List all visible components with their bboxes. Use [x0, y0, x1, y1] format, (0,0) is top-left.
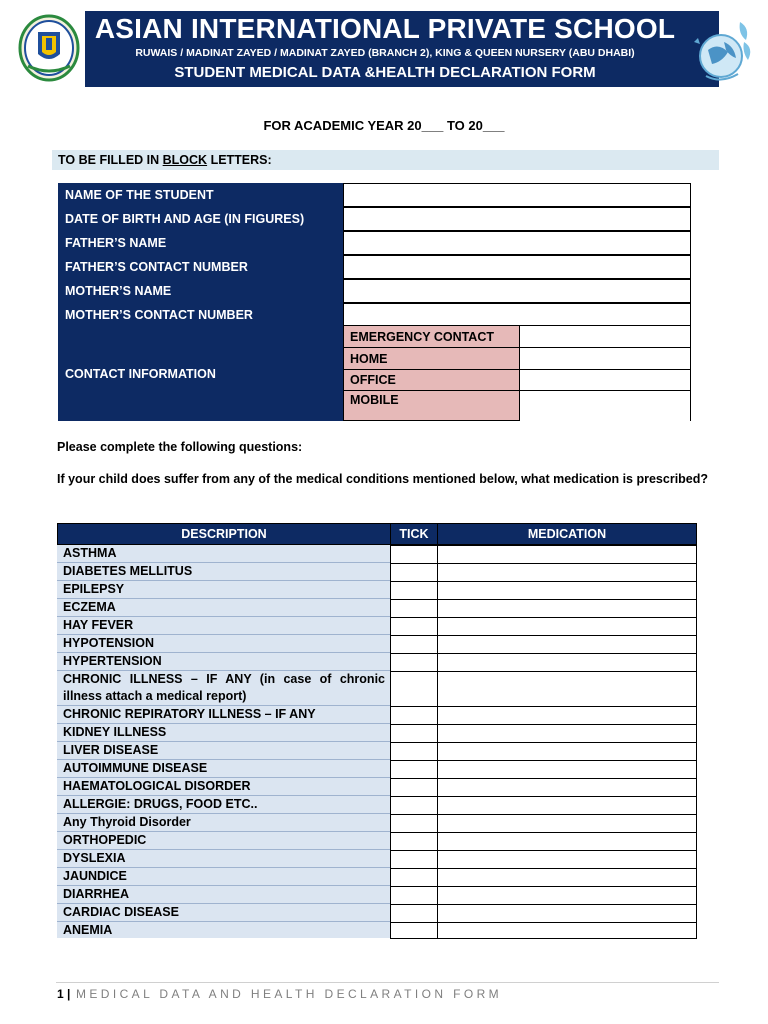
- medication-cell-hypotension[interactable]: [437, 635, 697, 654]
- tick-cell-thyroid-disorder[interactable]: [390, 814, 438, 833]
- info-label-mother-contact: MOTHER’S CONTACT NUMBER: [58, 303, 343, 327]
- contact-label-emergency: EMERGENCY CONTACT: [343, 325, 520, 348]
- tick-cell-anemia[interactable]: [390, 922, 438, 939]
- tick-cell-hypotension[interactable]: [390, 635, 438, 654]
- school-branches: RUWAIS / MADINAT ZAYED / MADINAT ZAYED (BRANCH 2), KING & QUEEN NURSERY (ABU DHABI): [135, 47, 635, 59]
- medication-cell-jaundice[interactable]: [437, 868, 697, 887]
- instruction-complete-questions: Please complete the following questions:: [57, 440, 303, 454]
- condition-hypotension: HYPOTENSION: [57, 635, 391, 653]
- school-crest-icon: [18, 14, 80, 82]
- instruction-medication-question: If your child does suffer from any of the medical conditions mentioned below, what medication is prescribed?: [57, 472, 709, 486]
- tick-cell-hay-fever[interactable]: [390, 617, 438, 636]
- page-number: 1 |: [57, 987, 71, 1001]
- medication-cell-chronic-illness[interactable]: [437, 671, 697, 707]
- condition-thyroid-disorder: Any Thyroid Disorder: [57, 814, 391, 832]
- mobile-contact-field[interactable]: [519, 390, 691, 421]
- condition-eczema: ECZEMA: [57, 599, 391, 617]
- medication-cell-asthma[interactable]: [437, 545, 697, 564]
- condition-anemia: ANEMIA: [57, 922, 391, 938]
- info-label-father-name: FATHER’S NAME: [58, 231, 343, 255]
- academic-year: FOR ACADEMIC YEAR 20___ TO 20___: [263, 118, 505, 133]
- tick-cell-haematological-disorder[interactable]: [390, 778, 438, 797]
- tick-cell-eczema[interactable]: [390, 599, 438, 618]
- father-name-field[interactable]: [343, 231, 691, 255]
- condition-kidney-illness: KIDNEY ILLNESS: [57, 724, 391, 742]
- info-label-student-name: NAME OF THE STUDENT: [58, 183, 343, 207]
- home-contact-field[interactable]: [519, 347, 691, 370]
- condition-diabetes-mellitus: DIABETES MELLITUS: [57, 563, 391, 581]
- condition-chronic-illness: CHRONIC ILLNESS – IF ANY (in case of chronic illness attach a medical report): [57, 671, 391, 706]
- mother-contact-field[interactable]: [343, 303, 691, 327]
- condition-allergies: ALLERGIE: DRUGS, FOOD ETC..: [57, 796, 391, 814]
- medication-cell-eczema[interactable]: [437, 599, 697, 618]
- condition-chronic-respiratory-illness: CHRONIC REPIRATORY ILLNESS – IF ANY: [57, 706, 391, 724]
- tick-cell-asthma[interactable]: [390, 545, 438, 564]
- block-letters-prefix: TO BE FILLED IN: [58, 153, 163, 167]
- tick-cell-hypertension[interactable]: [390, 653, 438, 672]
- medication-cell-chronic-respiratory-illness[interactable]: [437, 706, 697, 725]
- tick-cell-liver-disease[interactable]: [390, 742, 438, 761]
- condition-dyslexia: DYSLEXIA: [57, 850, 391, 868]
- medication-cell-hay-fever[interactable]: [437, 617, 697, 636]
- tick-cell-jaundice[interactable]: [390, 868, 438, 887]
- condition-haematological-disorder: HAEMATOLOGICAL DISORDER: [57, 778, 391, 796]
- info-label-dob-age: DATE OF BIRTH AND AGE (IN FIGURES): [58, 207, 343, 231]
- condition-asthma: ASTHMA: [57, 545, 391, 563]
- medication-cell-orthopedic[interactable]: [437, 832, 697, 851]
- medication-cell-liver-disease[interactable]: [437, 742, 697, 761]
- tick-cell-diarrhea[interactable]: [390, 886, 438, 905]
- block-letters-suffix: LETTERS:: [207, 153, 272, 167]
- tick-cell-chronic-respiratory-illness[interactable]: [390, 706, 438, 725]
- tick-cell-cardiac-disease[interactable]: [390, 904, 438, 923]
- medication-cell-diarrhea[interactable]: [437, 886, 697, 905]
- info-label-mother-name: MOTHER’S NAME: [58, 279, 343, 303]
- medication-cell-anemia[interactable]: [437, 922, 697, 939]
- condition-hay-fever: HAY FEVER: [57, 617, 391, 635]
- contact-label-home: HOME: [343, 347, 520, 370]
- globe-leaves-icon: [688, 12, 758, 90]
- info-label-father-contact: FATHER’S CONTACT NUMBER: [58, 255, 343, 279]
- info-label-contact-information: CONTACT INFORMATION: [58, 327, 343, 421]
- condition-cardiac-disease: CARDIAC DISEASE: [57, 904, 391, 922]
- condition-autoimmune-disease: AUTOIMMUNE DISEASE: [57, 760, 391, 778]
- medication-cell-kidney-illness[interactable]: [437, 724, 697, 743]
- condition-hypertension: HYPERTENSION: [57, 653, 391, 671]
- tick-cell-kidney-illness[interactable]: [390, 724, 438, 743]
- medication-cell-autoimmune-disease[interactable]: [437, 760, 697, 779]
- father-contact-field[interactable]: [343, 255, 691, 279]
- tick-cell-chronic-illness[interactable]: [390, 671, 438, 707]
- form-title: STUDENT MEDICAL DATA &HEALTH DECLARATION FORM: [174, 64, 596, 81]
- office-contact-field[interactable]: [519, 369, 691, 391]
- footer-divider: [56, 982, 719, 983]
- dob-age-field[interactable]: [343, 207, 691, 231]
- medication-cell-diabetes-mellitus[interactable]: [437, 563, 697, 582]
- condition-orthopedic: ORTHOPEDIC: [57, 832, 391, 850]
- medication-cell-epilepsy[interactable]: [437, 581, 697, 600]
- tick-cell-autoimmune-disease[interactable]: [390, 760, 438, 779]
- column-header-tick: TICK: [390, 523, 438, 545]
- condition-liver-disease: LIVER DISEASE: [57, 742, 391, 760]
- condition-epilepsy: EPILEPSY: [57, 581, 391, 599]
- footer-title: MEDICAL DATA AND HEALTH DECLARATION FORM: [76, 987, 503, 1001]
- emergency-contact-field[interactable]: [519, 325, 691, 348]
- medication-cell-hypertension[interactable]: [437, 653, 697, 672]
- medication-cell-haematological-disorder[interactable]: [437, 778, 697, 797]
- tick-cell-epilepsy[interactable]: [390, 581, 438, 600]
- condition-diarrhea: DIARRHEA: [57, 886, 391, 904]
- medication-cell-cardiac-disease[interactable]: [437, 904, 697, 923]
- medication-cell-dyslexia[interactable]: [437, 850, 697, 869]
- tick-cell-orthopedic[interactable]: [390, 832, 438, 851]
- mother-name-field[interactable]: [343, 279, 691, 303]
- medication-cell-allergies[interactable]: [437, 796, 697, 815]
- tick-cell-allergies[interactable]: [390, 796, 438, 815]
- contact-label-office: OFFICE: [343, 369, 520, 391]
- block-letters-underlined: BLOCK: [162, 153, 208, 167]
- tick-cell-diabetes-mellitus[interactable]: [390, 563, 438, 582]
- tick-cell-dyslexia[interactable]: [390, 850, 438, 869]
- column-header-medication: MEDICATION: [437, 523, 697, 545]
- condition-jaundice: JAUNDICE: [57, 868, 391, 886]
- column-header-description: DESCRIPTION: [57, 523, 391, 545]
- student-name-field[interactable]: [343, 183, 691, 207]
- school-name: ASIAN INTERNATIONAL PRIVATE SCHOOL: [94, 13, 676, 44]
- medication-cell-thyroid-disorder[interactable]: [437, 814, 697, 833]
- block-letters-instruction: [58, 151, 272, 169]
- contact-label-mobile: MOBILE: [343, 390, 520, 421]
